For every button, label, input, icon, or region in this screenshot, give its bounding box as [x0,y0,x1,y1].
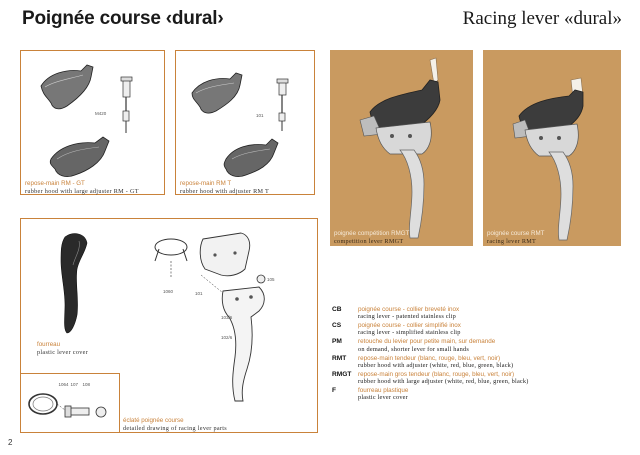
legend-row-rmt [332,355,529,370]
legend-en: racing lever - patented stainless clip [358,313,456,321]
legend-code: RMT [332,354,347,362]
legend [332,306,529,403]
legend-fr: repose-main gros tendeur (blanc, rouge, bleu, vert, noir) [358,370,515,378]
part-label: 1060 [163,289,174,294]
legend-row-cb [332,306,529,321]
caption-rm-t [180,180,269,195]
legend-text [358,355,513,370]
caption-en: plastic lever cover [37,348,89,356]
legend-text [358,306,459,321]
panel-rm-t [175,50,315,195]
rubber-hood-large-adjuster-illustration [21,51,166,196]
legend-text [358,322,461,337]
legend-text [358,387,408,402]
legend-code: CB [332,306,342,313]
caption-eclate [123,417,227,432]
caption-rmt [487,230,544,245]
legend-code: F [332,386,337,394]
plastic-lever-cover-illustration [51,229,111,339]
legend-code: RMGT [332,370,352,378]
part-number-label: 101 [256,113,264,118]
caption-en: rubber hood with large adjuster RM - GT [25,187,139,195]
legend-en: racing lever - simplified stainless clip [358,329,461,337]
part-label: 102/6 [221,335,233,340]
caption-rm-gt [25,180,139,195]
caption-en: rubber hood with adjuster RM T [180,187,270,195]
part-label: 101 [195,291,203,296]
legend-row-pm [332,338,529,353]
caption-fourreau [37,341,88,356]
competition-lever-photo-illustration [330,50,473,246]
legend-en: rubber hood with adjuster (white, red, blue, green, black) [358,361,514,369]
legend-text [358,338,495,353]
legend-code: PM [332,338,342,346]
legend-en: plastic lever cover [358,394,408,402]
caption-fr: fourreau [37,341,61,348]
legend-fr: poignée course - collier simplifié inox [358,322,461,330]
legend-fr: repose-main tendeur (blanc, rouge, bleu, vert, noir) [358,354,501,362]
part-label: 108 [82,382,91,387]
caption-en: competition lever RMGT [334,237,404,245]
legend-en: on demand, shorter lever for small hands [358,345,469,353]
legend-row-f [332,387,529,402]
photo-competition-lever-rmgt [330,50,473,246]
legend-en: rubber hood with large adjuster (white, red, blue, green, black) [358,378,529,386]
legend-row-cs [332,322,529,337]
caption-fr: poignée course RMT [487,230,545,237]
rubber-hood-adjuster-illustration [176,51,316,196]
racing-lever-photo-illustration [483,50,621,246]
legend-fr: retouche du levier pour petite main, sur demande [358,338,496,346]
caption-fr: poignée compétition RMGT [334,230,410,237]
legend-fr: fourreau plastique [358,386,409,394]
part-number-label: M420 [95,111,107,116]
caption-en: detailed drawing of racing lever parts [123,424,228,432]
legend-row-rmgt [332,371,529,386]
caption-fr: repose-main RM T [180,180,232,187]
legend-text [358,371,529,386]
legend-fr: poignée course - collier breveté inox [358,306,460,313]
page-title-fr: Poignée course ‹dural› [22,8,224,29]
part-label: 105 [267,277,275,282]
caption-fr: éclaté poignée course [123,417,184,424]
part-label: 1064 [58,382,69,387]
page-number: 2 [8,438,13,447]
panel-clip-parts [20,373,120,433]
legend-code: CS [332,322,342,330]
photo-racing-lever-rmt [483,50,621,246]
part-label: 107 [70,382,79,387]
page-title-en: Racing lever «dural» [462,8,622,29]
panel-rm-gt [20,50,165,195]
panel-exploded-drawing [20,218,318,433]
caption-fr: repose-main RM - GT [25,180,85,187]
part-label: 103/6 [221,315,233,320]
caption-en: racing lever RMT [487,237,537,245]
caption-rmgt [334,230,409,245]
